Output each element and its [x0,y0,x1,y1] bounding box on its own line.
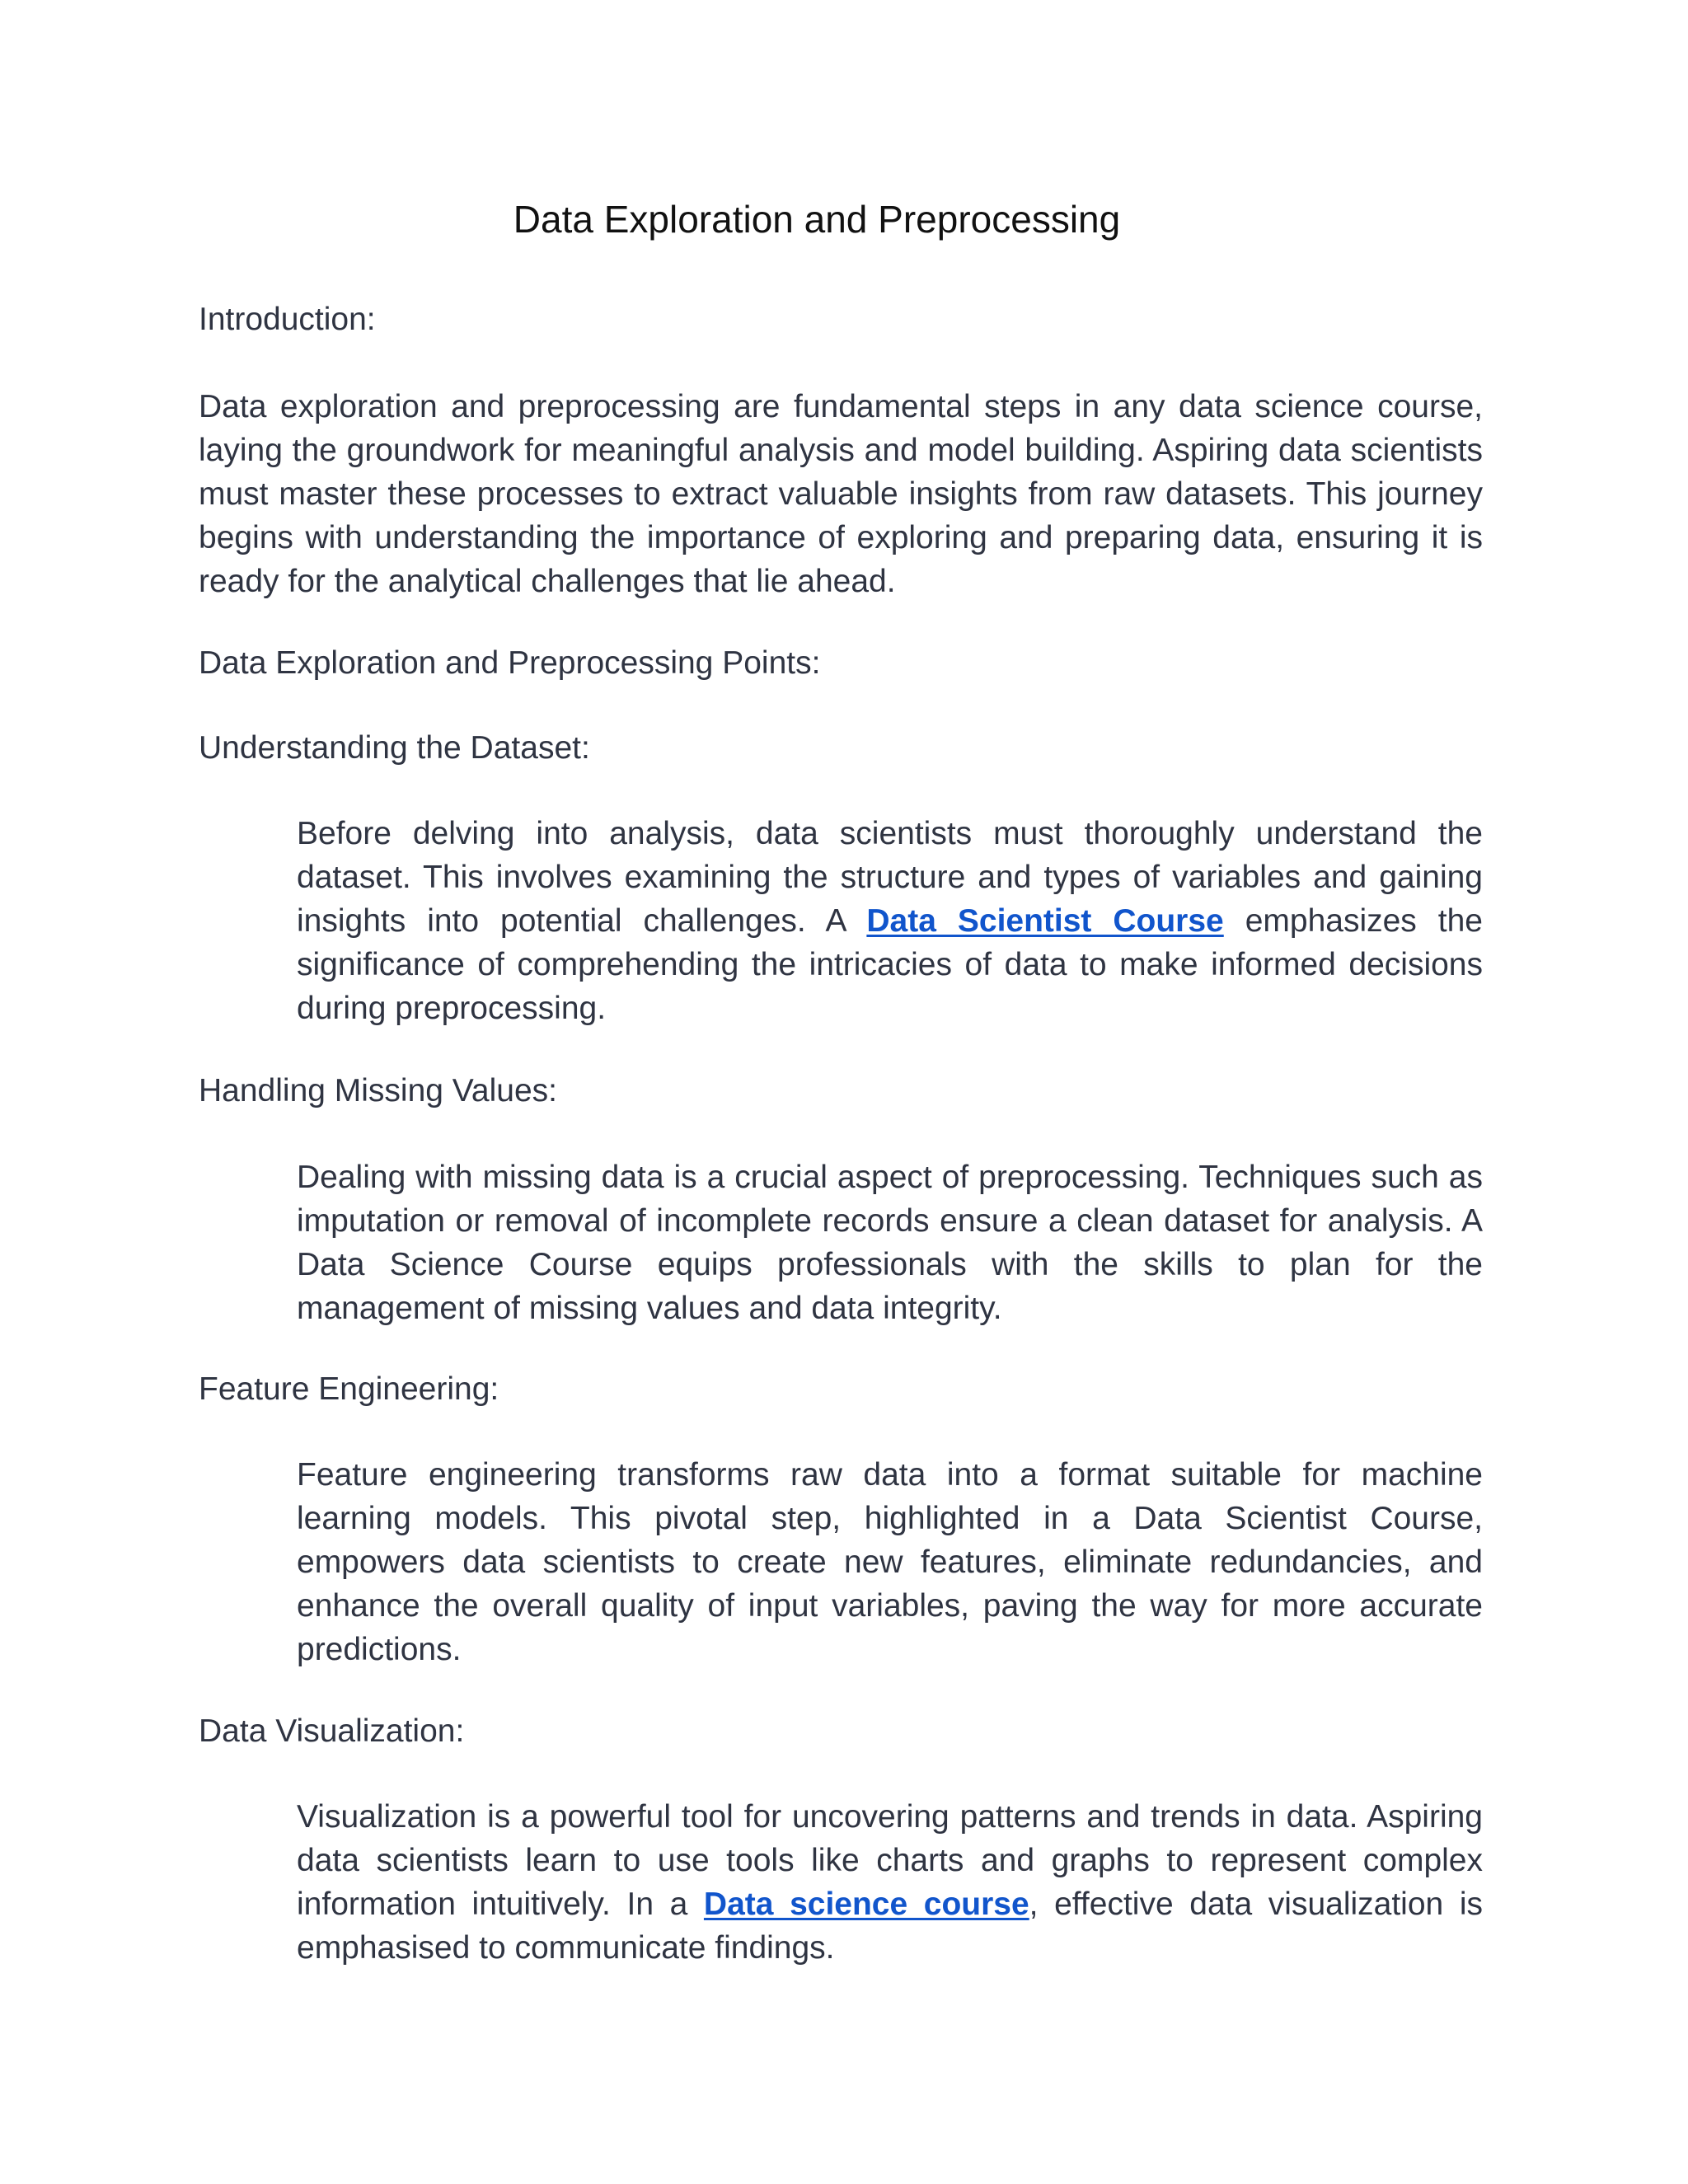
paragraph-text: Visualization is a powerful tool for uncovering patterns and trends in data. Aspiring data scientists learn to use tools like charts and graphs to represent complex information intuitively. In a [297,1799,1483,1922]
data-scientist-course-link[interactable]: Data Scientist Course [866,903,1224,939]
data-science-course-link[interactable]: Data science course [703,1886,1029,1922]
section-heading-feature-engineering: Feature Engineering: [199,1371,499,1407]
section-heading-missing-values: Handling Missing Values: [199,1073,557,1108]
paragraph-text: Before delving into analysis, data scientists must thoroughly understand the dataset. This involves examining the structure and types of variables and gaining insights into potential challenges. A [297,816,1483,939]
document-title: Data Exploration and Preprocessing [513,198,1121,241]
section-paragraph-missing-values: Dealing with missing data is a crucial aspect of preprocessing. Techniques such as imputation or removal of incomplete records ensure a clean dataset for analysis. A Data Science Course equips professionals with the skills to plan for the management of missing values and data integrity. [297,1160,1483,1326]
section-paragraph-data-visualization [297,1795,1483,1970]
section-paragraph-feature-engineering: Feature engineering transforms raw data into a format suitable for machine learning models. This pivotal step, highlighted in a Data Scientist Course, empowers data scientists to create new features, eliminate redundancies, and enhance the overall quality of input variables, paving the way for more accurate predictions. [297,1457,1483,1667]
section-heading-data-visualization: Data Visualization: [199,1713,465,1749]
paragraph-text: emphasizes the significance of comprehending the intricacies of data to make informed decisions during preprocessing. [297,903,1483,1026]
introduction-heading: Introduction: [199,302,376,337]
introduction-paragraph: Data exploration and preprocessing are fundamental steps in any data science course, laying the groundwork for meaningful analysis and model building. Aspiring data scientists must master these processes to extract valuable insights from raw datasets. This journey begins with understanding the importance of exploring and preparing data, ensuring it is ready for the analytical challenges that lie ahead. [199,389,1483,599]
paragraph-text: , effective data visualization is emphasised to communicate findings. [297,1886,1483,1966]
points-heading: Data Exploration and Preprocessing Points: [199,645,821,681]
section-paragraph-understanding-dataset [297,812,1483,1030]
section-heading-understanding-dataset: Understanding the Dataset: [199,730,590,766]
